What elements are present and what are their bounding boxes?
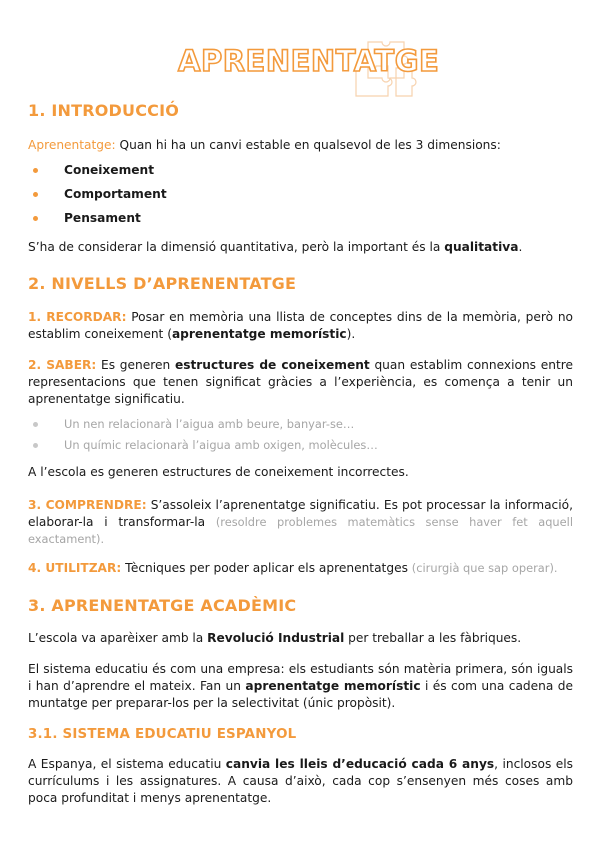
text-span: El sistema educatiu és com una empresa: els estudiants són matèria primera, són iguals i han d’aprendre el mateix. Fan un — [28, 662, 573, 693]
bold-span: aprenentatge memorístic — [171, 327, 347, 341]
bold-span: canvia les lleis d’educació cada 6 anys — [225, 757, 495, 771]
text-span: ). — [346, 327, 356, 341]
text-span: , inclosos els currículums i les assignatures. A causa d’això, cada cop s’ensenyen més coses amb poca profunditat i menys aprenentatge. — [28, 757, 573, 805]
bold-span: estructures de coneixement — [174, 358, 370, 372]
level-label: 2. SABER: — [28, 358, 97, 372]
definition-paragraph — [28, 137, 573, 154]
text-span: A Espanya, el sistema educatiu — [28, 757, 226, 771]
section-heading-academic: 3. APRENENTATGE ACADÈMIC — [28, 596, 297, 615]
text-span: L’escola va aparèixer amb la — [28, 631, 208, 645]
empresa-paragraph — [28, 661, 573, 712]
bold-span: qualitativa — [444, 240, 519, 254]
text-span: i és com una cadena de muntatge per preparar-los per la selectivitat (únic propòsit). — [28, 679, 573, 710]
bold-span: Revolució Industrial — [207, 631, 345, 645]
definition-text: Quan hi ha un canvi estable en qualsevol de les 3 dimensions: — [115, 138, 501, 152]
text-span: quan establim connexions entre representacions que tenen significat gràcies a l’experiència, es comença a tenir un aprenentatge significatiu. — [28, 358, 573, 406]
text-span: . — [518, 240, 523, 254]
list-item: Pensament — [28, 210, 573, 227]
text-span: S’assoleix l’aprenentatge significatiu. Es pot processar la informació, elaborar-la i transformar-la — [28, 498, 573, 529]
recordar-paragraph — [28, 309, 573, 343]
level-label: 3. COMPRENDRE: — [28, 498, 147, 512]
text-span: Posar en memòria una llista de conceptes dins de la memòria, però no establim coneixement ( — [28, 310, 573, 341]
section-heading-nivells: 2. NIVELLS D’APRENENTATGE — [28, 274, 297, 293]
text-span: Es generen — [96, 358, 175, 372]
utilitzar-paragraph — [28, 560, 573, 577]
document-title — [170, 38, 440, 100]
revolucio-paragraph — [28, 630, 573, 647]
quantitativa-paragraph — [28, 239, 573, 256]
muted-span: (resoldre problemes matemàtics sense haver fet aquell exactament). — [28, 515, 573, 546]
bold-span: aprenentatge memorístic — [245, 679, 421, 693]
definition-label: Aprenentatge: — [28, 138, 116, 152]
list-item: Un químic relacionarà l’aigua amb oxigen, molècules… — [28, 437, 573, 454]
muted-span: (cirurgià que sap operar). — [411, 561, 558, 575]
text-span: per treballar a les fàbriques. — [344, 631, 522, 645]
text-span: Tècniques per poder aplicar els aprenentatges — [121, 561, 412, 575]
document-body — [28, 102, 573, 807]
section-heading-introduccio: 1. INTRODUCCIÓ — [28, 101, 180, 120]
escola-paragraph: A l’escola es generen estructures de coneixement incorrectes. — [28, 465, 409, 479]
list-item: Comportament — [28, 186, 573, 203]
list-item: Un nen relacionarà l’aigua amb beure, banyar-se… — [28, 416, 573, 433]
list-item: Coneixement — [28, 162, 573, 179]
saber-paragraph — [28, 357, 573, 408]
title-text: APRENENTATGE — [178, 44, 440, 78]
dimensions-list — [28, 162, 573, 227]
espanya-paragraph — [28, 756, 573, 807]
level-label: 4. UTILITZAR: — [28, 561, 122, 575]
level-label: 1. RECORDAR: — [28, 310, 127, 324]
comprendre-paragraph — [28, 497, 573, 548]
examples-list — [28, 416, 573, 454]
text-span: S’ha de considerar la dimensió quantitativa, però la important és la — [28, 240, 445, 254]
subsection-heading-espanyol: 3.1. SISTEMA EDUCATIU ESPANYOL — [28, 727, 297, 742]
